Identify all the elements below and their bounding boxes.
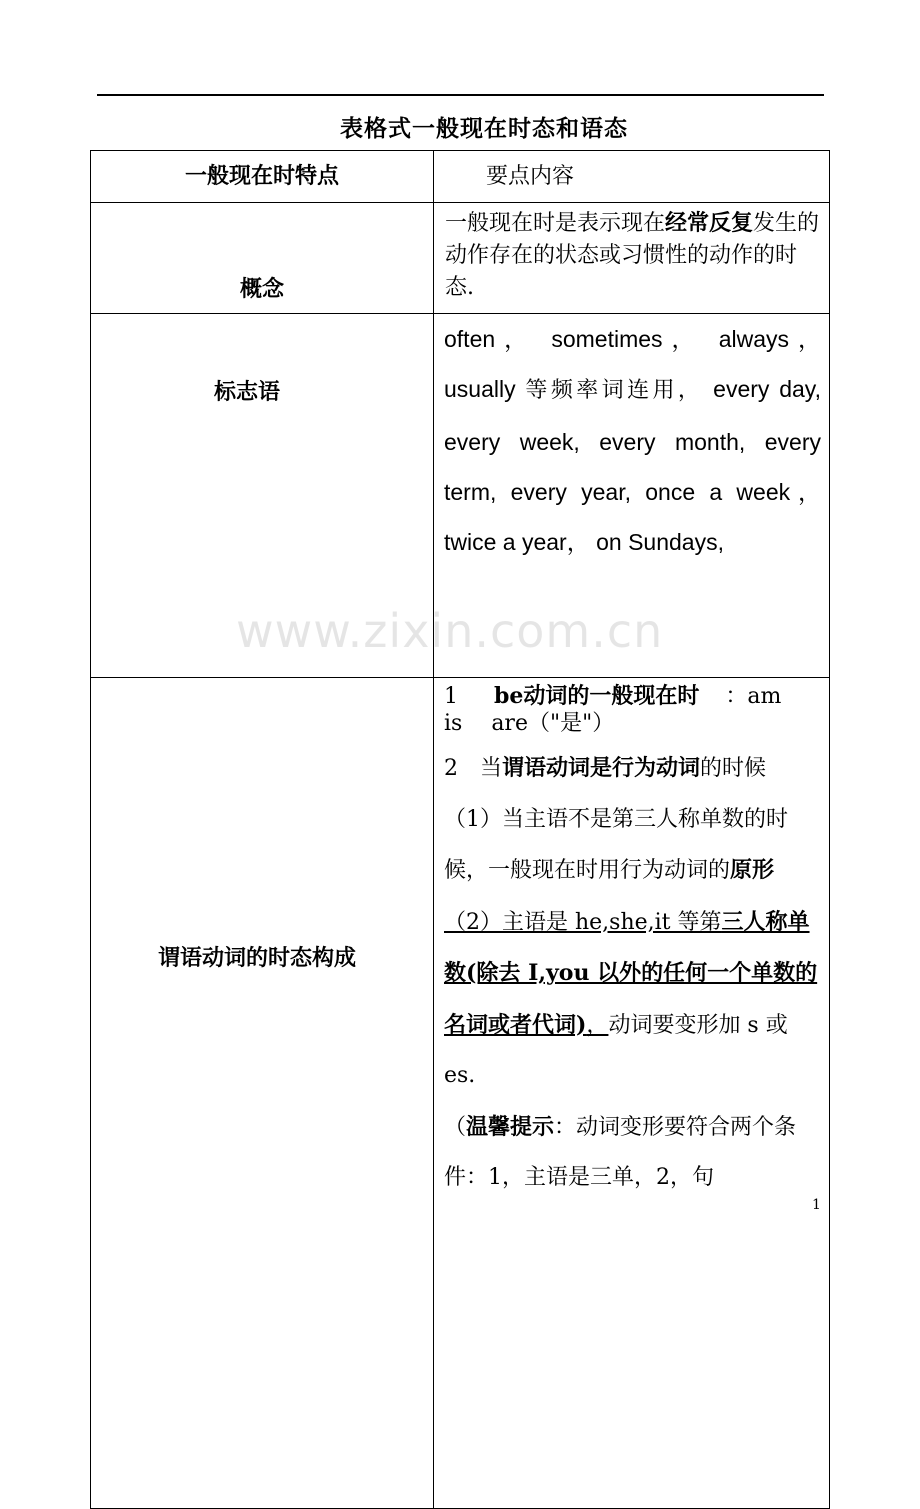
page-title: 表格式一般现在时态和语态	[340, 115, 628, 142]
tip-text: ：动词变形要符合两个条件：1，主语是三单，2，句	[444, 1114, 797, 1190]
page-number: 1	[812, 1197, 821, 1213]
concept-text-a: 一般现在时是表示现在	[445, 211, 666, 236]
header-feature: 一般现在时特点	[91, 151, 434, 203]
signal-words-cn: 等频率词连用，	[525, 378, 704, 404]
sub-item-1-text: （1）当主语不是第三人称单数的时候，一般现在时用行为动词的	[444, 806, 788, 883]
concept-text	[434, 203, 830, 314]
sub-item-2-after: 动词要变形加 s 或 es.	[444, 1012, 788, 1088]
tip-bold: 温馨提示	[466, 1113, 555, 1140]
table-row-verb-form	[91, 678, 830, 1509]
item-1-line-2: is are（"是"）	[444, 711, 615, 736]
watermark: www.zixin.com.cn	[236, 604, 664, 658]
item-1-tail: ：am	[725, 684, 782, 709]
concept-label: 概念	[91, 203, 434, 314]
table-row-concept	[91, 203, 830, 314]
tip	[444, 1102, 823, 1204]
item-1-bold: be动词的一般现在时	[494, 683, 700, 709]
sub-item-1	[444, 795, 823, 897]
header-content: 要点内容	[434, 151, 830, 203]
table-header-row	[91, 151, 830, 203]
item-1-num: 1	[444, 684, 458, 709]
sub-item-2-bold: 三人称单数(除去 I,you 以外的任何一个单数的名词或者代词)	[444, 908, 818, 1038]
signal-words-a: often， sometimes， always，usually	[444, 326, 821, 403]
item-2-num: 2 当	[444, 756, 502, 781]
item-2-tail: 的时候	[700, 756, 767, 781]
tip-open: （	[444, 1114, 467, 1140]
sub-item-2	[444, 897, 823, 1102]
item-2-line	[444, 743, 823, 795]
signal-words-text	[434, 314, 830, 678]
sub-item-2-tail: ，	[586, 1012, 609, 1038]
signal-words-label: 标志语	[91, 314, 434, 678]
sub-item-1-bold: 原形	[730, 857, 775, 883]
verb-form-content	[434, 678, 830, 1509]
item-2-bold: 谓语动词是行为动词	[502, 755, 701, 781]
item-1-line	[444, 682, 823, 711]
sub-item-2-a: （2）主语是 he,she,it 等第	[444, 909, 722, 935]
verb-form-label: 谓语动词的时态构成	[91, 678, 434, 1509]
concept-text-b: 发生的动作存在的状态或习惯性的动作的时态.	[445, 211, 820, 300]
top-rule	[97, 94, 824, 96]
tense-table	[90, 150, 830, 1509]
signal-words-b: every day, every week, every month, every term, every year, once a week， twice a year， on Sundays,	[444, 376, 821, 556]
table-row-signal-words	[91, 314, 830, 678]
concept-text-bold: 经常反复	[665, 210, 754, 236]
